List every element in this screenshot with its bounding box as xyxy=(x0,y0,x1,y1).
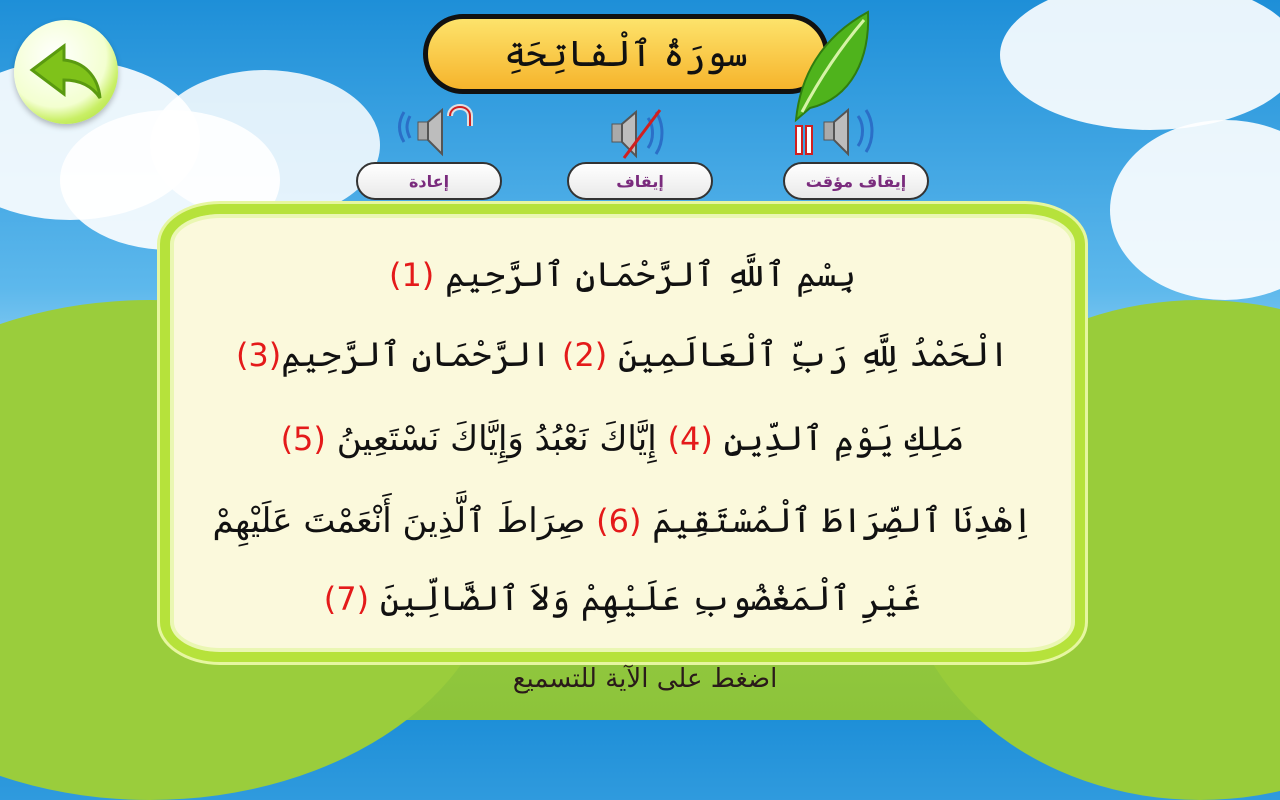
verse-text: مَلِكِ يَوْمِ ٱلدِّينِ xyxy=(723,419,965,459)
repeat-button-label: إعادة xyxy=(408,171,450,191)
cloud xyxy=(1000,0,1280,130)
verse-text: الرَّحْمَانِ ٱلرَّحِيمِ xyxy=(281,335,552,375)
stop-button[interactable] xyxy=(567,162,713,200)
verse-number: (6) xyxy=(596,502,642,540)
verse-line-4[interactable] xyxy=(180,500,1065,541)
stop-button-label: إيقاف xyxy=(616,171,664,191)
repeat-button[interactable] xyxy=(356,162,502,200)
cloud xyxy=(1110,120,1280,300)
verse-text: إِيَّاكَ نَعْبُدُ وَإِيَّاكَ نَسْتَعِينُ xyxy=(336,419,657,459)
surah-title-bar xyxy=(423,14,829,94)
speaker-repeat-icon[interactable] xyxy=(396,102,476,162)
verse-line-2[interactable] xyxy=(180,334,1065,375)
verse-line-3[interactable] xyxy=(180,418,1065,459)
verse-text: غَيْرِ ٱلْمَغْضُوبِ عَلَيْهِمْ وَلاَ ٱلضَّالِّينَ xyxy=(379,579,922,619)
verse-number: (7) xyxy=(323,580,370,618)
verse-text: الْحَمْدُ لِلَّهِ رَبِّ ٱلْعَالَمِينَ xyxy=(618,335,1010,375)
verse-text: اِهْدِنَا ٱلصِّرَاطَ ٱلْمُسْتَقِيمَ xyxy=(652,501,1033,541)
hint-text: اضغط على الآية للتسميع xyxy=(512,664,778,694)
verse-number: (4) xyxy=(667,420,713,458)
pause-button-label: إيقاف مؤقت xyxy=(805,171,907,191)
back-arrow-icon xyxy=(28,42,104,102)
verse-line-1[interactable] xyxy=(180,254,1065,295)
verse-number: (2) xyxy=(561,336,608,374)
speaker-muted-icon[interactable] xyxy=(604,104,684,164)
verse-text: صِرَاطَ ٱلَّذِينَ أَنْعَمْتَ عَلَيْهِمْ xyxy=(212,501,586,541)
verse-line-5[interactable] xyxy=(180,578,1065,619)
cloud xyxy=(150,70,380,220)
back-button[interactable] xyxy=(14,20,118,124)
verse-number: (3) xyxy=(235,336,282,374)
verse-number: (5) xyxy=(280,420,326,458)
page-title: سورَةُ ٱلْفاتِحَةِ xyxy=(504,33,748,75)
verse-text: بِسْمِ ٱللَّهِ ٱلرَّحْمَانِ ٱلرَّحِيمِ xyxy=(445,255,857,295)
pause-button[interactable] xyxy=(783,162,929,200)
verse-number: (1) xyxy=(388,256,435,294)
speaker-pause-icon[interactable] xyxy=(792,102,896,162)
